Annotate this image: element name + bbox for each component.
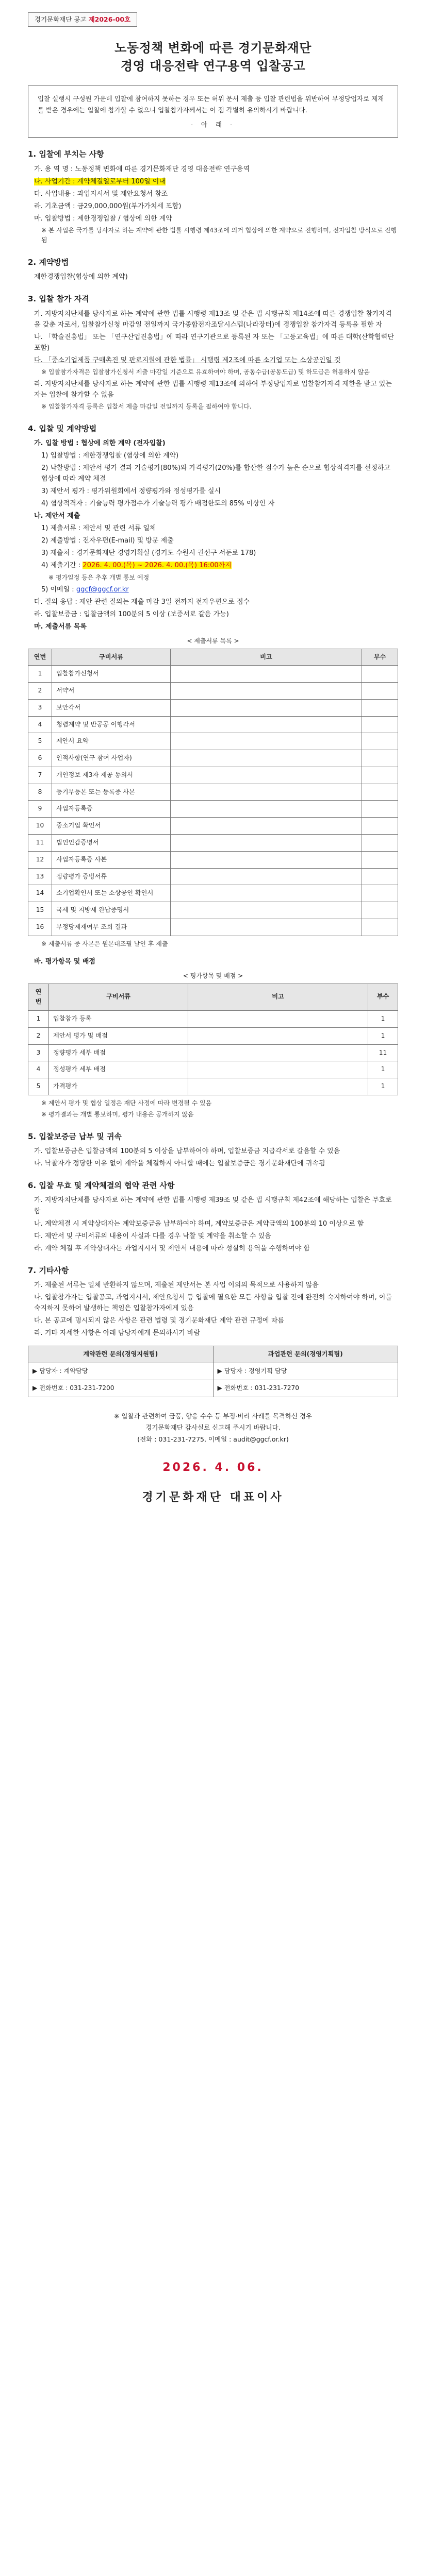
section-2-title: 2. 계약방법: [28, 257, 69, 267]
table-cell: 1: [368, 1061, 398, 1078]
s1-item: 라. 기초금액 : 금29,000,000원(부가가치세 포함): [34, 202, 182, 210]
table-cell: [362, 750, 398, 767]
s3-item: 나. 「학술진흥법」 또는 「연구산업진흥법」에 따라 연구기관으로 등록된 자 또는 「고등교육법」에 따른 대학(산학협력단 포함): [34, 333, 394, 352]
footer-note-line: 경기문화재단 감사실로 신고해 주시기 바랍니다.: [145, 1423, 281, 1432]
page-title: [28, 39, 398, 75]
doc-number-box: [28, 12, 137, 27]
table-cell: [362, 818, 398, 835]
section-4-title: 4. 입찰 및 계약방법: [28, 423, 97, 433]
table-cell: 서약서: [52, 683, 171, 700]
s6-item: 라. 계약 체결 후 계약상대자는 과업지시서 및 제안서 내용에 따라 성실히 용역을 수행하여야 함: [34, 1244, 310, 1252]
table-cell: 정성평가 세부 배점: [49, 1061, 188, 1078]
table-cell: [362, 716, 398, 733]
table-cell: [362, 767, 398, 784]
table-cell: 5: [28, 733, 52, 750]
section-7-title: 7. 기타사항: [28, 1265, 69, 1275]
table-cell: [171, 716, 362, 733]
table-cell: 7: [28, 767, 52, 784]
table-cell: 3: [28, 1044, 49, 1061]
table-cell: 1: [368, 1011, 398, 1028]
s4-item2: 3) 제출처 : 경기문화재단 경영기획실 (경기도 수원시 권선구 서둔로 178): [41, 549, 256, 557]
s4-sub-b: 나. 제안서 제출: [34, 512, 80, 520]
table-cell: 국세 및 지방세 완납증명서: [52, 902, 171, 919]
table-row: [28, 750, 398, 767]
table-cell: 2: [28, 1027, 49, 1044]
s3-note: ※ 입찰참가자격 등록은 입찰서 제출 마감일 전일까지 등록을 필하여야 합니다.: [41, 403, 252, 411]
documents-table: [28, 649, 398, 936]
s1-item: 가. 용 역 명 : 노동정책 변화에 따른 경기문화재단 경영 대응전략 연구용역: [34, 165, 250, 173]
announcement-date: 2026. 4. 06.: [162, 1461, 264, 1475]
table-cell: 제안서 평가 및 배점: [49, 1027, 188, 1044]
table-row: [28, 733, 398, 750]
s4-sub-c: 라. 입찰보증금 : 입찰금액의 100분의 5 이상 (보증서로 갈음 가능): [34, 611, 229, 619]
table-cell: [171, 683, 362, 700]
s4-sub-d: 바. 평가항목 및 배점: [34, 958, 95, 966]
s5-item: 나. 낙찰자가 정당한 이유 없이 계약을 체결하지 아니할 때에는 입찰보증금은 경기문화재단에 귀속됨: [34, 1160, 325, 1168]
table-cell: 15: [28, 902, 52, 919]
s6-item: 다. 제안서 및 구비서류의 내용이 사실과 다를 경우 낙찰 및 계약을 취소할 수 있음: [34, 1232, 271, 1240]
table-cell: 인적사항(연구 참여 사업자): [52, 750, 171, 767]
s4-item2: 2) 제출방법 : 전자우편(E-mail) 및 방문 제출: [41, 537, 174, 545]
s1-item: [34, 176, 398, 187]
s4-period-row: [41, 560, 398, 571]
table-cell: 중소기업 확인서: [52, 818, 171, 835]
s4-sub-c2: 마. 제출서류 목록: [34, 623, 87, 631]
table-cell: 제안서 요약: [52, 733, 171, 750]
section-5-title: 5. 입찰보증금 납부 및 귀속: [28, 1131, 122, 1141]
table-cell: [362, 666, 398, 683]
table-cell: [171, 919, 362, 936]
table-row: [28, 784, 398, 801]
contact-table: [28, 1346, 398, 1397]
section-6: [28, 1179, 398, 1254]
s3-item-note: ※ 입찰참가자격은 입찰참가신청서 제출 마감일 기준으로 유효하여야 하며, 공동수급(공동도급) 및 하도급은 허용하지 않음: [41, 368, 370, 376]
s3-item: 라. 지방자치단체를 당사자로 하는 계약에 관한 법률 시행령 제13조에 의하여 부정당업자로 입찰참가자격 제한을 받고 있는 자는 입찰에 참가할 수 없음: [34, 380, 392, 399]
table-cell: 11: [28, 835, 52, 852]
table-cell: [362, 683, 398, 700]
table-cell: [171, 851, 362, 868]
table1-header: 비고: [171, 649, 362, 666]
table-cell: 가격평가: [49, 1078, 188, 1095]
s2-item: 제한경쟁입찰(협상에 의한 계약): [34, 273, 128, 281]
table2-note: ※ 제안서 평가 및 협상 일정은 재단 사정에 따라 변경될 수 있음: [41, 1099, 212, 1107]
table-cell: [188, 1027, 368, 1044]
table1-header: 구비서류: [52, 649, 171, 666]
title-line-1: 노동정책 변화에 따른 경기문화재단: [114, 41, 312, 56]
table-cell: 10: [28, 818, 52, 835]
table-cell: [362, 801, 398, 818]
table-row: [28, 1011, 398, 1028]
doc-number-label: 경기문화재단 공고: [35, 15, 87, 23]
s3-item-underlined: 다. 「중소기업제품 구매촉진 및 판로지원에 관한 법률」 시행령 제2조에 따른 소기업 또는 소상공인일 것: [34, 356, 341, 364]
table-cell: [362, 699, 398, 716]
contact-col2-row: ▶ 담당자 : 경영기획 담당: [213, 1363, 398, 1380]
table-cell: [171, 733, 362, 750]
contact-col1-head: 계약관련 문의(경영지원팀): [28, 1346, 214, 1363]
contact-col1-row: ▶ 담당자 : 계약담당: [28, 1363, 214, 1380]
table-cell: 개인정보 제3자 제공 동의서: [52, 767, 171, 784]
s4-period-note: ※ 평가일정 등은 추후 개별 통보 예정: [48, 573, 150, 581]
table-cell: 1: [28, 1011, 49, 1028]
section-6-title: 6. 입찰 무효 및 계약체결의 협약 관련 사항: [28, 1181, 175, 1191]
table-cell: [171, 868, 362, 885]
s5-item: 가. 입찰보증금은 입찰금액의 100분의 5 이상을 납부하여야 하며, 입찰보증금 지급각서로 갈음할 수 있음: [34, 1147, 340, 1156]
table-cell: [171, 902, 362, 919]
s1-item-highlight: 나. 사업기간 : 계약체결일로부터 100일 이내: [34, 177, 166, 185]
table-cell: 1: [368, 1027, 398, 1044]
evaluation-table: [28, 984, 398, 1095]
s7-item: 나. 입찰참가자는 입찰공고, 과업지시서, 제안요청서 등 입찰에 필요한 모든 사항을 입찰 전에 완전히 숙지하여야 하며, 이를 숙지하지 못하여 발생하는 책임은 입찰참가자에게 있음: [34, 1294, 392, 1313]
table-cell: [362, 902, 398, 919]
table-cell: [171, 801, 362, 818]
table-row: [28, 683, 398, 700]
table2-header: 부수: [368, 984, 398, 1011]
table-cell: [362, 784, 398, 801]
table-cell: 사업자등록증 사본: [52, 851, 171, 868]
section-2: [28, 256, 398, 282]
footer-note-line: ※ 입찰과 관련하여 금품, 향응 수수 등 부정·비리 사례를 목격하신 경우: [113, 1412, 313, 1420]
s4-period-label: 4) 제출기간 :: [41, 562, 81, 570]
s4-email-label: 5) 이메일 :: [41, 585, 74, 594]
s4-item2: 1) 제출서류 : 제안서 및 관련 서류 일체: [41, 524, 156, 533]
table-row: [28, 1044, 398, 1061]
table-cell: 1: [368, 1078, 398, 1095]
table2-header: 연번: [28, 984, 49, 1011]
s7-item: 라. 기타 자세한 사항은 아래 담당자에게 문의하시기 바람: [34, 1329, 200, 1337]
evaluation-table-body: [28, 1011, 398, 1095]
table1-note: ※ 제출서류 중 사본은 원본대조필 날인 후 제출: [41, 940, 168, 947]
s4-period-value: 2026. 4. 00.(목) ~ 2026. 4. 00.(목) 16:00까지: [83, 562, 232, 570]
s1-item-note: ※ 본 사업은 국가를 당사자로 하는 계약에 관한 법률 시행령 제43조에 의거 협상에 의한 계약으로 진행하며, 전자입찰 방식으로 진행됨: [41, 227, 397, 244]
table-cell: 2: [28, 683, 52, 700]
table-row: [28, 868, 398, 885]
table-cell: 3: [28, 699, 52, 716]
table-row: [28, 699, 398, 716]
table-cell: [188, 1061, 368, 1078]
table-cell: 12: [28, 851, 52, 868]
table-cell: [171, 835, 362, 852]
s4-email-row: [41, 584, 398, 595]
s4-item: 2) 낙찰방법 : 제안서 평가 결과 기술평가(80%)와 가격평가(20%)를 합산한 점수가 높은 순으로 협상적격자를 선정하고 협상에 따라 계약 체결: [41, 464, 390, 483]
table-cell: [171, 666, 362, 683]
contact-col2-row: ▶ 전화번호 : 031-231-7270: [213, 1380, 398, 1397]
table-row: [28, 919, 398, 936]
s4-email-link[interactable]: ggcf@ggcf.or.kr: [76, 585, 129, 594]
table-cell: 등기부등본 또는 등록증 사본: [52, 784, 171, 801]
notice-center: - 아 래 -: [190, 120, 236, 128]
table-cell: [188, 1078, 368, 1095]
doc-number-value: 제2026-00호: [88, 15, 131, 23]
table-row: [28, 1078, 398, 1095]
table-cell: 법인인감증명서: [52, 835, 171, 852]
table-cell: [171, 699, 362, 716]
table-cell: [171, 885, 362, 902]
table-cell: 입찰참가 등록: [49, 1011, 188, 1028]
section-3: [28, 293, 398, 412]
table-row: [28, 835, 398, 852]
table-cell: 소기업확인서 또는 소상공인 확인서: [52, 885, 171, 902]
table-cell: 보안각서: [52, 699, 171, 716]
table-row: [28, 818, 398, 835]
table-cell: 14: [28, 885, 52, 902]
table-cell: 정량평가 증빙서류: [52, 868, 171, 885]
s1-item: 다. 사업내용 : 과업지시서 및 제안요청서 참조: [34, 190, 168, 198]
table-cell: 4: [28, 1061, 49, 1078]
section-3-title: 3. 입찰 참가 자격: [28, 294, 89, 304]
table2-note: ※ 평가결과는 개별 통보하며, 평가 내용은 공개하지 않음: [41, 1111, 194, 1118]
table-cell: [362, 733, 398, 750]
documents-table-body: [28, 666, 398, 936]
table-cell: [171, 767, 362, 784]
table-cell: 9: [28, 801, 52, 818]
s7-item: 가. 제출된 서류는 일체 반환하지 않으며, 제출된 제안서는 본 사업 이외의 목적으로 사용하지 않음: [34, 1281, 319, 1289]
table-cell: 16: [28, 919, 52, 936]
table-cell: 8: [28, 784, 52, 801]
section-5: [28, 1130, 398, 1169]
table-cell: 11: [368, 1044, 398, 1061]
section-4: [28, 422, 398, 1120]
table-cell: [362, 885, 398, 902]
s4-item: 3) 제안서 평가 : 평가위원회에서 정량평가와 정성평가를 실시: [41, 487, 221, 496]
table-cell: 사업자등록증: [52, 801, 171, 818]
table-cell: [171, 818, 362, 835]
s6-item: 가. 지방자치단체를 당사자로 하는 계약에 관한 법률 시행령 제39조 및 같은 법 시행규칙 제42조에 해당하는 입찰은 무효로 함: [34, 1196, 392, 1215]
table-cell: [188, 1011, 368, 1028]
table-cell: [188, 1044, 368, 1061]
table-cell: [171, 750, 362, 767]
s4-item: 4) 협상적격자 : 기술능력 평가점수가 기술능력 평가 배점한도의 85% 이상인 자: [41, 500, 275, 508]
notice-text: 입찰 실행시 구성원 가운데 입찰에 참여하지 못하는 경우 또는 허위 문서 제출 등 입찰 관련법을 위반하여 부정당업자로 제재를 받은 경우에는 입찰에 참가할 수 없으니 입찰참가자께서는 이 점 각별히 유의하시기 바랍니다.: [38, 94, 384, 114]
table1-caption: < 제출서류 목록 >: [187, 637, 239, 645]
table-cell: [171, 784, 362, 801]
table-cell: 부정당제재여부 조회 결과: [52, 919, 171, 936]
table-row: [28, 1027, 398, 1044]
table-cell: 4: [28, 716, 52, 733]
issuer-signature: 경기문화재단 대표이사: [142, 1490, 284, 1504]
section-1: [28, 148, 398, 245]
s4-item: 1) 입찰방법 : 제한경쟁입찰 (협상에 의한 계약): [41, 452, 179, 460]
table-row: [28, 851, 398, 868]
contact-col1-row: ▶ 전화번호 : 031-231-7200: [28, 1380, 214, 1397]
table-row: [28, 767, 398, 784]
s4-question: 다. 질의 응답 : 제안 관련 질의는 제출 마감 3일 전까지 전자우편으로 접수: [34, 598, 250, 606]
table2-header: 비고: [188, 984, 368, 1011]
table-cell: 입찰참가신청서: [52, 666, 171, 683]
footer-note: [28, 1411, 398, 1446]
table-row: [28, 1061, 398, 1078]
table-cell: 정량평가 세부 배점: [49, 1044, 188, 1061]
table-cell: 6: [28, 750, 52, 767]
notice-box: [28, 86, 398, 138]
table-row: [28, 885, 398, 902]
s7-item: 다. 본 공고에 명시되지 않은 사항은 관련 법령 및 경기문화재단 계약 관련 규정에 따름: [34, 1317, 284, 1325]
table1-header: 연번: [28, 649, 52, 666]
s3-item: 가. 지방자치단체를 당사자로 하는 계약에 관한 법률 시행령 제13조 및 같은 법 시행규칙 제14조에 따른 경쟁입찰 참가자격을 갖춘 자로서, 입찰참가신청 마감일 전일까지 국가종합전자조달시스템(나라장터)에 경쟁입찰 참가자격 등록을 필한 자: [34, 310, 392, 329]
table-row: [28, 716, 398, 733]
s3-item: [34, 355, 398, 366]
table-cell: [362, 851, 398, 868]
section-1-title: 1. 입찰에 부치는 사항: [28, 149, 104, 159]
table-row: [28, 801, 398, 818]
table-cell: 5: [28, 1078, 49, 1095]
section-7: [28, 1264, 398, 1397]
s4-sub-a: 가. 입찰 방법 : 협상에 의한 계약 (전자입찰): [34, 439, 166, 448]
table-cell: [362, 919, 398, 936]
table-row: [28, 902, 398, 919]
table-cell: [362, 835, 398, 852]
table-row: [28, 666, 398, 683]
table-cell: 청렴계약 및 반공공 이행각서: [52, 716, 171, 733]
s6-item: 나. 계약체결 시 계약상대자는 계약보증금을 납부하여야 하며, 계약보증금은 계약금액의 100분의 10 이상으로 함: [34, 1219, 364, 1228]
footer-note-line: (전화 : 031-231-7275, 이메일 : audit@ggcf.or.kr): [137, 1435, 289, 1443]
table-cell: 1: [28, 666, 52, 683]
table1-header: 부수: [362, 649, 398, 666]
contact-col2-head: 과업관련 문의(경영기획팀): [213, 1346, 398, 1363]
table2-header: 구비서류: [49, 984, 188, 1011]
table-cell: 13: [28, 868, 52, 885]
title-line-2: 경영 대응전략 연구용역 입찰공고: [120, 59, 306, 74]
table-cell: [362, 868, 398, 885]
table2-caption: < 평가항목 및 배점 >: [183, 972, 243, 980]
s1-item: 마. 입찰방법 : 제한경쟁입찰 / 협상에 의한 계약: [34, 214, 172, 223]
